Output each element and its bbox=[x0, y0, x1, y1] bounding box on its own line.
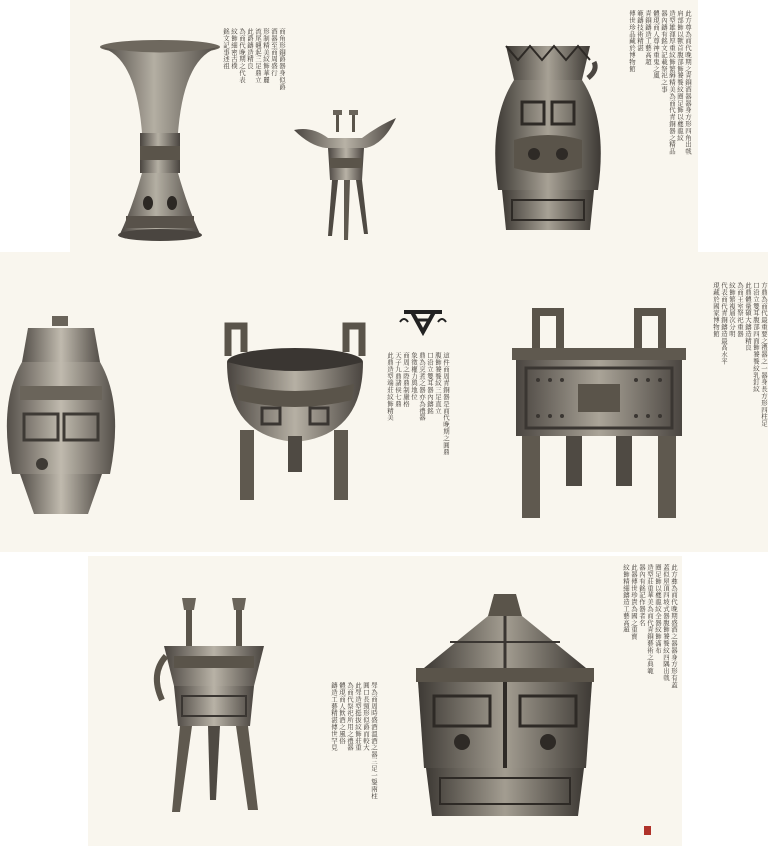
caption-line: 為商代祭祀所用之禮器 bbox=[346, 682, 354, 751]
caption-line: 鑄造工藝精湛傳世罕見 bbox=[330, 682, 338, 751]
caption-line: 形制精美紋飾華麗 bbox=[262, 28, 270, 84]
clan-emblem-icon bbox=[400, 306, 446, 338]
caption-line: 紋飾繁複層次分明 bbox=[728, 282, 736, 338]
fangding-caption bbox=[712, 282, 768, 528]
caption-line: 造型雄渾厚重紋飾繁縟精美為商代青銅器之精品 bbox=[668, 10, 676, 155]
jia-wine-vessel bbox=[150, 596, 272, 818]
caption-line: 口沿立雙耳腹部四面飾饕餮紋乳釘紋 bbox=[752, 282, 760, 393]
ding-caption bbox=[378, 352, 450, 518]
caption-line: 象徵權力與地位 bbox=[410, 352, 418, 401]
caption-line: 圈足飾以夔龍紋全器紋飾滿布 bbox=[654, 564, 662, 654]
caption-line: 蓋似屋頂四坡式器腹飾饕餮紋四隅出戟 bbox=[662, 564, 670, 682]
caption-line: 器內鑄有銘文記載祭祀之事 bbox=[660, 10, 668, 93]
caption-line: 此鼎體量碩大鑄造精良 bbox=[744, 282, 752, 351]
caption-line: 商周之際鼎制嚴格 bbox=[402, 352, 410, 408]
jue-wine-cup bbox=[292, 108, 398, 240]
caption-line: 體現商人尊神重鬼之風 bbox=[652, 10, 660, 79]
fangyi-caption bbox=[620, 564, 678, 834]
fangyi-vessel-icon bbox=[410, 592, 600, 824]
hu-vessel-icon bbox=[0, 314, 122, 518]
caption-line: 圓口長頸形似爵而較大 bbox=[362, 682, 370, 751]
jia-caption bbox=[306, 682, 378, 826]
caption-line: 這件商周青銅器是商代晚期之圓鼎 bbox=[442, 352, 450, 456]
caption-line: 銘文記事述祖 bbox=[222, 28, 230, 70]
gu-vessel-icon bbox=[96, 38, 224, 246]
jue-caption bbox=[222, 28, 286, 106]
caption-line: 此爵鑄造精良 bbox=[246, 28, 254, 70]
fangzun-vessel bbox=[486, 40, 610, 242]
fangzun-caption bbox=[622, 10, 692, 248]
caption-line: 腹飾饕餮紋三足直立 bbox=[434, 352, 442, 415]
caption-line: 青銅鑄造工藝高超 bbox=[644, 10, 652, 66]
caption-line: 範鑄技術精湛 bbox=[636, 10, 644, 52]
caption-line: 酒器至商周盛行 bbox=[270, 28, 278, 77]
caption-line: 此方尊為商代晚期之青銅酒器器身方形四角出戟 bbox=[684, 10, 692, 155]
round-ding-cauldron bbox=[222, 322, 368, 504]
caption-line: 商角形銅爵器身似爵 bbox=[278, 28, 286, 91]
caption-line: 現藏於國家博物館 bbox=[712, 282, 720, 338]
caption-line: 紋飾精細鑄造工藝高超 bbox=[622, 564, 630, 633]
caption-line: 紋飾細密古樸 bbox=[230, 28, 238, 70]
caption-line: 傳世珍品藏於博物館 bbox=[628, 10, 636, 73]
caption-line: 造型莊重華美為商代青銅藝術之典範 bbox=[646, 564, 654, 675]
caption-line: 器內有銘記作器者名 bbox=[638, 564, 646, 627]
red-seal-stamp bbox=[644, 826, 651, 835]
caption-line: 流尾翹起三足鼎立 bbox=[254, 28, 262, 84]
caption-line: 口沿立雙耳器內鑄銘 bbox=[426, 352, 434, 415]
caption-line: 為商代晚期之代表 bbox=[238, 28, 246, 84]
caption-line: 方鼎為商代最重要之禮器之一器身長方形四柱足 bbox=[760, 282, 768, 427]
ding-vessel-icon bbox=[222, 322, 368, 504]
caption-line: 天子九鼎諸侯七鼎 bbox=[394, 352, 402, 408]
caption-line: 為商王室祭祀重器 bbox=[736, 282, 744, 338]
jia-vessel-icon bbox=[150, 596, 272, 818]
caption-line: 此斝造型挺拔紋飾莊重 bbox=[354, 682, 362, 751]
jue-vessel-icon bbox=[292, 108, 398, 240]
square-fangding-cauldron bbox=[508, 308, 690, 522]
caption-line: 此器傳世珍貴為國之重寶 bbox=[630, 564, 638, 640]
caption-line: 此方彝為商代晚期盛酒之器器身方形有蓋 bbox=[670, 564, 678, 689]
caption-line: 鼎為烹煮之器亦為禮器 bbox=[418, 352, 426, 421]
fangyi-lidded-vessel bbox=[410, 592, 600, 824]
fangding-vessel-icon bbox=[508, 308, 690, 522]
caption-line: 代表商代青銅鑄造最高水平 bbox=[720, 282, 728, 365]
lidded-hu-vessel bbox=[0, 314, 122, 518]
emblem-glyph-icon bbox=[400, 306, 446, 334]
fangzun-vessel-icon bbox=[486, 40, 610, 242]
caption-line: 肩部飾以獸首腹部飾饕餮紋圈足飾以夔龍紋 bbox=[676, 10, 684, 142]
caption-line: 此鼎造型端莊紋飾精美 bbox=[386, 352, 394, 421]
caption-line: 斝為商周時盛酒溫酒之器三足一鋬兩柱 bbox=[370, 682, 378, 800]
caption-line: 體現商人飲酒之風俗 bbox=[338, 682, 346, 745]
gu-wine-goblet bbox=[96, 38, 224, 246]
